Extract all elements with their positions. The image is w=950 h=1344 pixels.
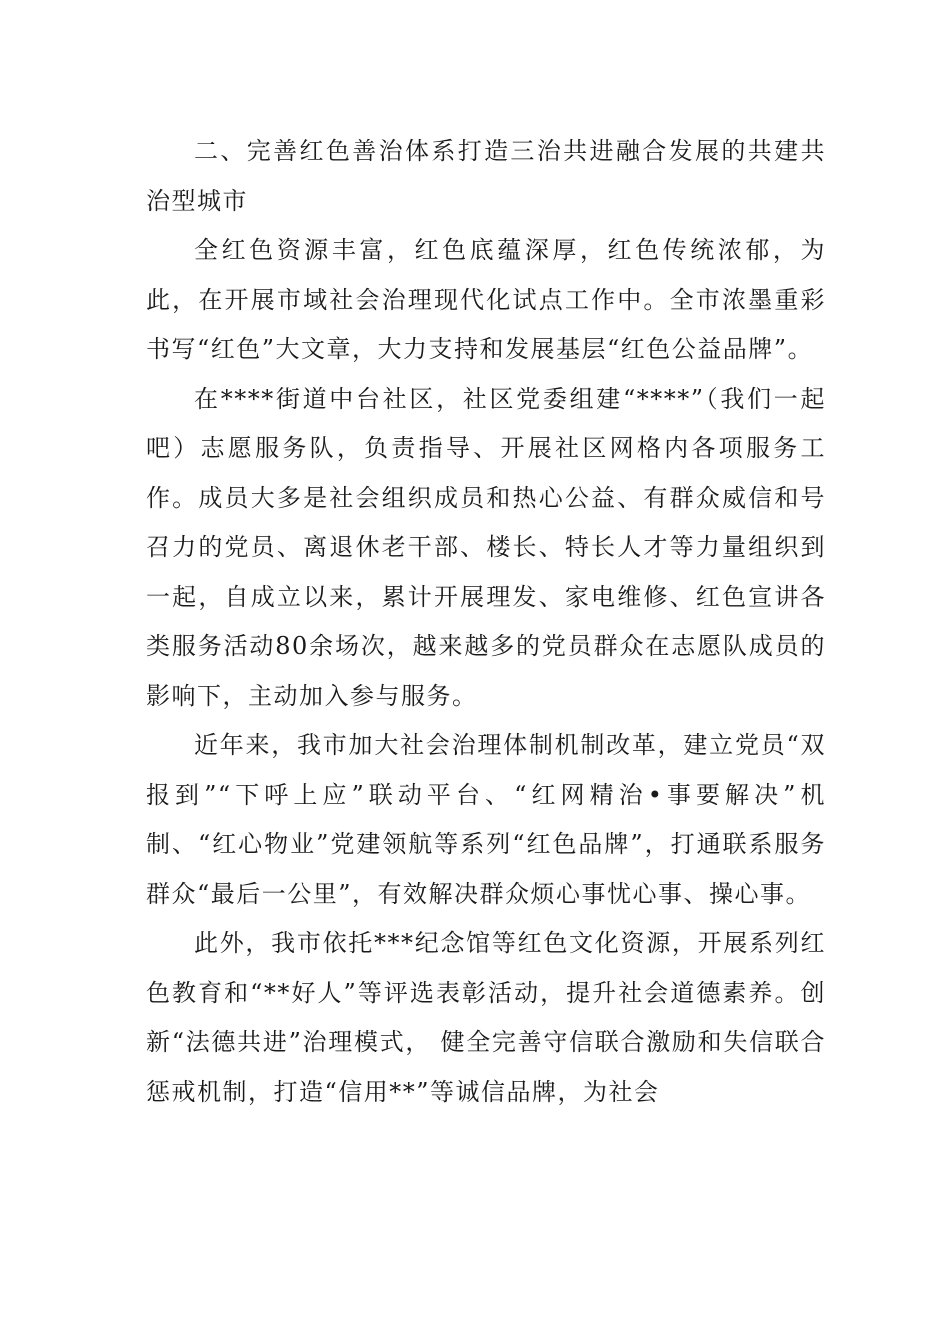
paragraph-reform: 近年来，我市加大社会治理体制机制改革，建立党员“双报到”“下呼上应”联动平台、“红网精治•事要解决”机制、“红心物业”党建领航等系列“红色品牌”，打通联系服务群众“最后一公里”，有效解决群众烦心事忧心事、操心事。 bbox=[146, 731, 826, 908]
paragraph-intro: 全红色资源丰富，红色底蕴深厚，红色传统浓郁，为此，在开展市域社会治理现代化试点工作中。全市浓墨重彩书写“红色”大文章，大力支持和发展基层“红色公益品牌”。 bbox=[146, 236, 826, 363]
paragraph-culture: 此外，我市依托***纪念馆等红色文化资源，开展系列红色教育和“**好人”等评选表彰活动，提升社会道德素养。创新“法德共进”治理模式， 健全完善守信联合激励和失信联合惩戒机制，打造“信用**”等诚信品牌，为社会 bbox=[146, 929, 826, 1106]
document-body bbox=[146, 127, 826, 1117]
paragraph-community: 在****街道中台社区，社区党委组建“****”（我们一起吧）志愿服务队，负责指导、开展社区网格内各项服务工作。成员大多是社会组织成员和热心公益、有群众威信和号召力的党员、离退休老干部、楼长、特长人才等力量组织到一起，自成立以来，累计开展理发、家电维修、红色宣讲各类服务活动80余场次，越来越多的党员群众在志愿队成员的影响下，主动加入参与服务。 bbox=[146, 384, 826, 710]
section-heading: 二、完善红色善治体系打造三治共进融合发展的共建共治型城市 bbox=[146, 137, 826, 215]
